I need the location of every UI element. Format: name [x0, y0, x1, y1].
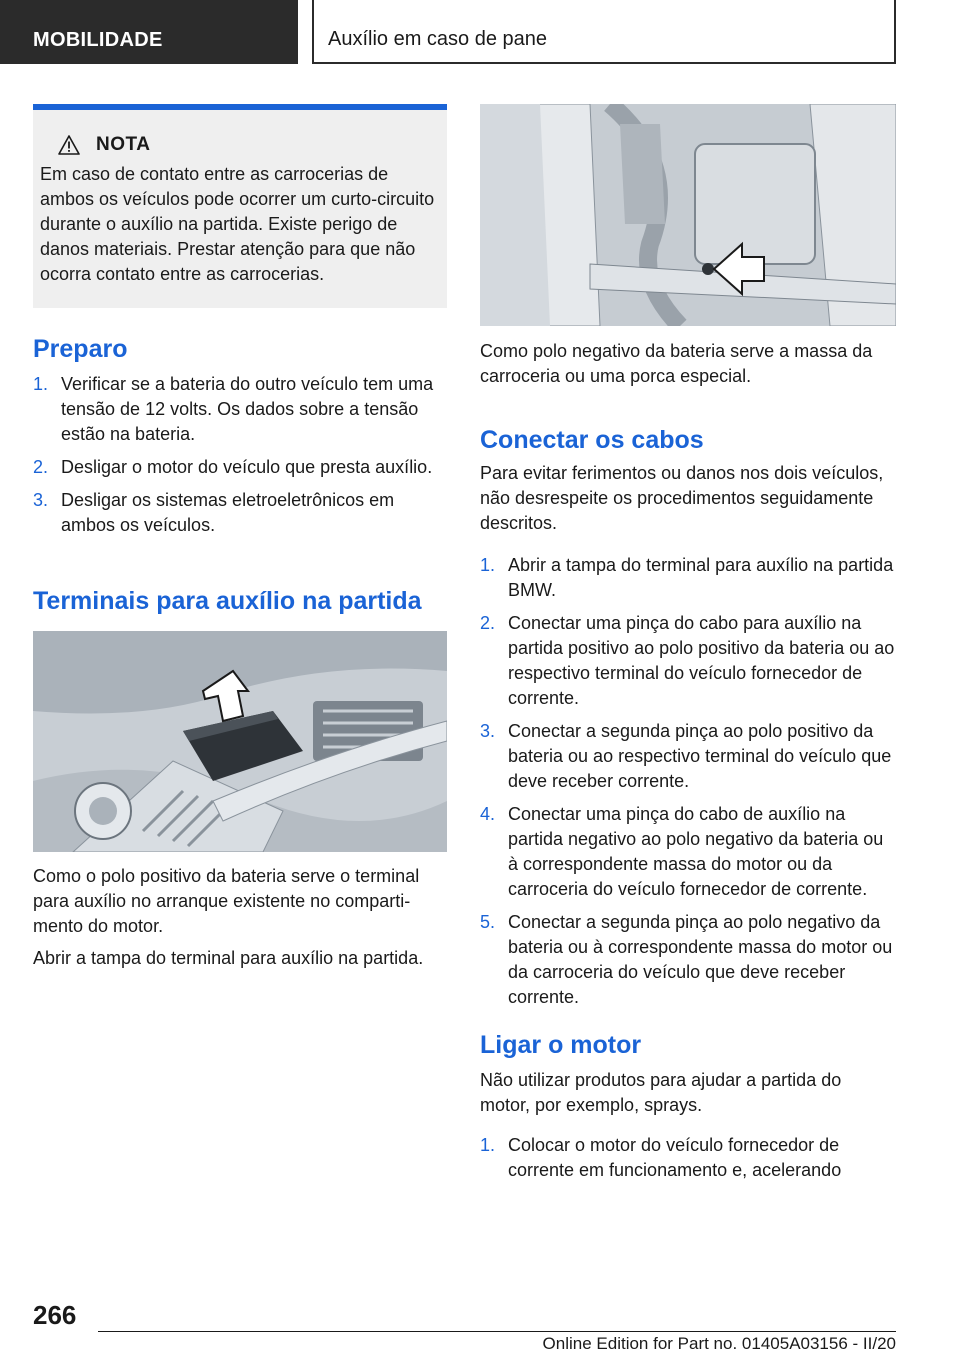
intro-ligar: Não utilizar produtos para ajudar a partida do motor, por exemplo, sprays. — [480, 1070, 842, 1115]
caption-positive-terminal: Como o polo positivo da bateria serve o terminal para auxílio no arranque existente no compartimento do motor. — [33, 866, 420, 936]
photo-positive-terminal — [33, 631, 447, 852]
note-box — [33, 104, 447, 308]
note-body: Em caso de contato entre as carrocerias de ambos os veículos pode ocorrer um curto-circuito durante o auxílio na partida. Existe perigo de danos materiais. Prestar atenção para que não ocorra contato entre as carrocerias. — [40, 164, 435, 284]
list-item: 4. Conectar uma pinça do cabo de auxílio na partida negativo ao polo negativo da bateria ou à correspondente massa do motor ou da carroceria do veículo fornecedor de corrente. — [480, 804, 884, 899]
list-preparo — [33, 372, 443, 546]
header-chapter-tab — [312, 0, 896, 64]
list-ligar — [480, 1133, 896, 1191]
list-item: 1. Verificar se a bateria do outro veículo tem uma tensão de 12 volts. Os dados sobre a tensão estão na bateria. — [33, 374, 434, 444]
intro-conectar: Para evitar ferimentos ou danos nos dois veículos, não desrespeite os procedimentos seguidamente descritos. — [480, 463, 884, 533]
list-item: 1. Abrir a tampa do terminal para auxílio na partida BMW. — [480, 555, 894, 600]
caption-negative-ground: Como polo negativo da bateria serve a massa da carroceria ou uma porca especial. — [480, 341, 873, 386]
list-item: 3. Desligar os sistemas eletroeletrônicos em ambos os veículos. — [33, 490, 395, 535]
heading-ligar: Ligar o motor — [480, 1031, 642, 1059]
warning-triangle-icon — [58, 135, 80, 155]
heading-terminais: Terminais para auxílio na partida — [33, 587, 422, 615]
list-item: 2. Conectar uma pinça do cabo para auxílio na partida positivo ao polo positivo da bateria ou ao respectivo terminal do veículo fornecedor de corrente. — [480, 613, 895, 708]
instruction-open-cover: Abrir a tampa do terminal para auxílio na partida. — [33, 948, 424, 968]
list-item: 2. Desligar o motor do veículo que presta auxílio. — [33, 457, 433, 477]
note-header — [58, 134, 439, 156]
heading-conectar: Conectar os cabos — [480, 426, 704, 454]
photo-negative-ground — [480, 104, 896, 326]
header-section-title: MOBILIDADE — [33, 29, 163, 51]
page-number: 266 — [33, 1300, 77, 1330]
header-chapter-title: Auxílio em caso de pane — [328, 28, 548, 50]
note-title: NOTA — [96, 134, 151, 155]
footer-edition: Online Edition for Part no. 01405A03156 - II/20 — [542, 1334, 896, 1353]
footer-divider — [98, 1331, 896, 1332]
heading-preparo: Preparo — [33, 335, 128, 363]
header-section-tab — [0, 0, 298, 64]
list-conectar — [480, 553, 896, 1018]
list-item: 3. Conectar a segunda pinça ao polo positivo da bateria ou ao respectivo terminal do veículo que deve receber corrente. — [480, 721, 892, 791]
list-item: 5. Conectar a segunda pinça ao polo negativo da bateria ou à correspondente massa do motor ou da carroceria do veículo que deve receber corrente. — [480, 912, 893, 1007]
list-item: 1. Colocar o motor do veículo fornecedor de corrente em funcionamento e, acelerando — [480, 1135, 842, 1180]
